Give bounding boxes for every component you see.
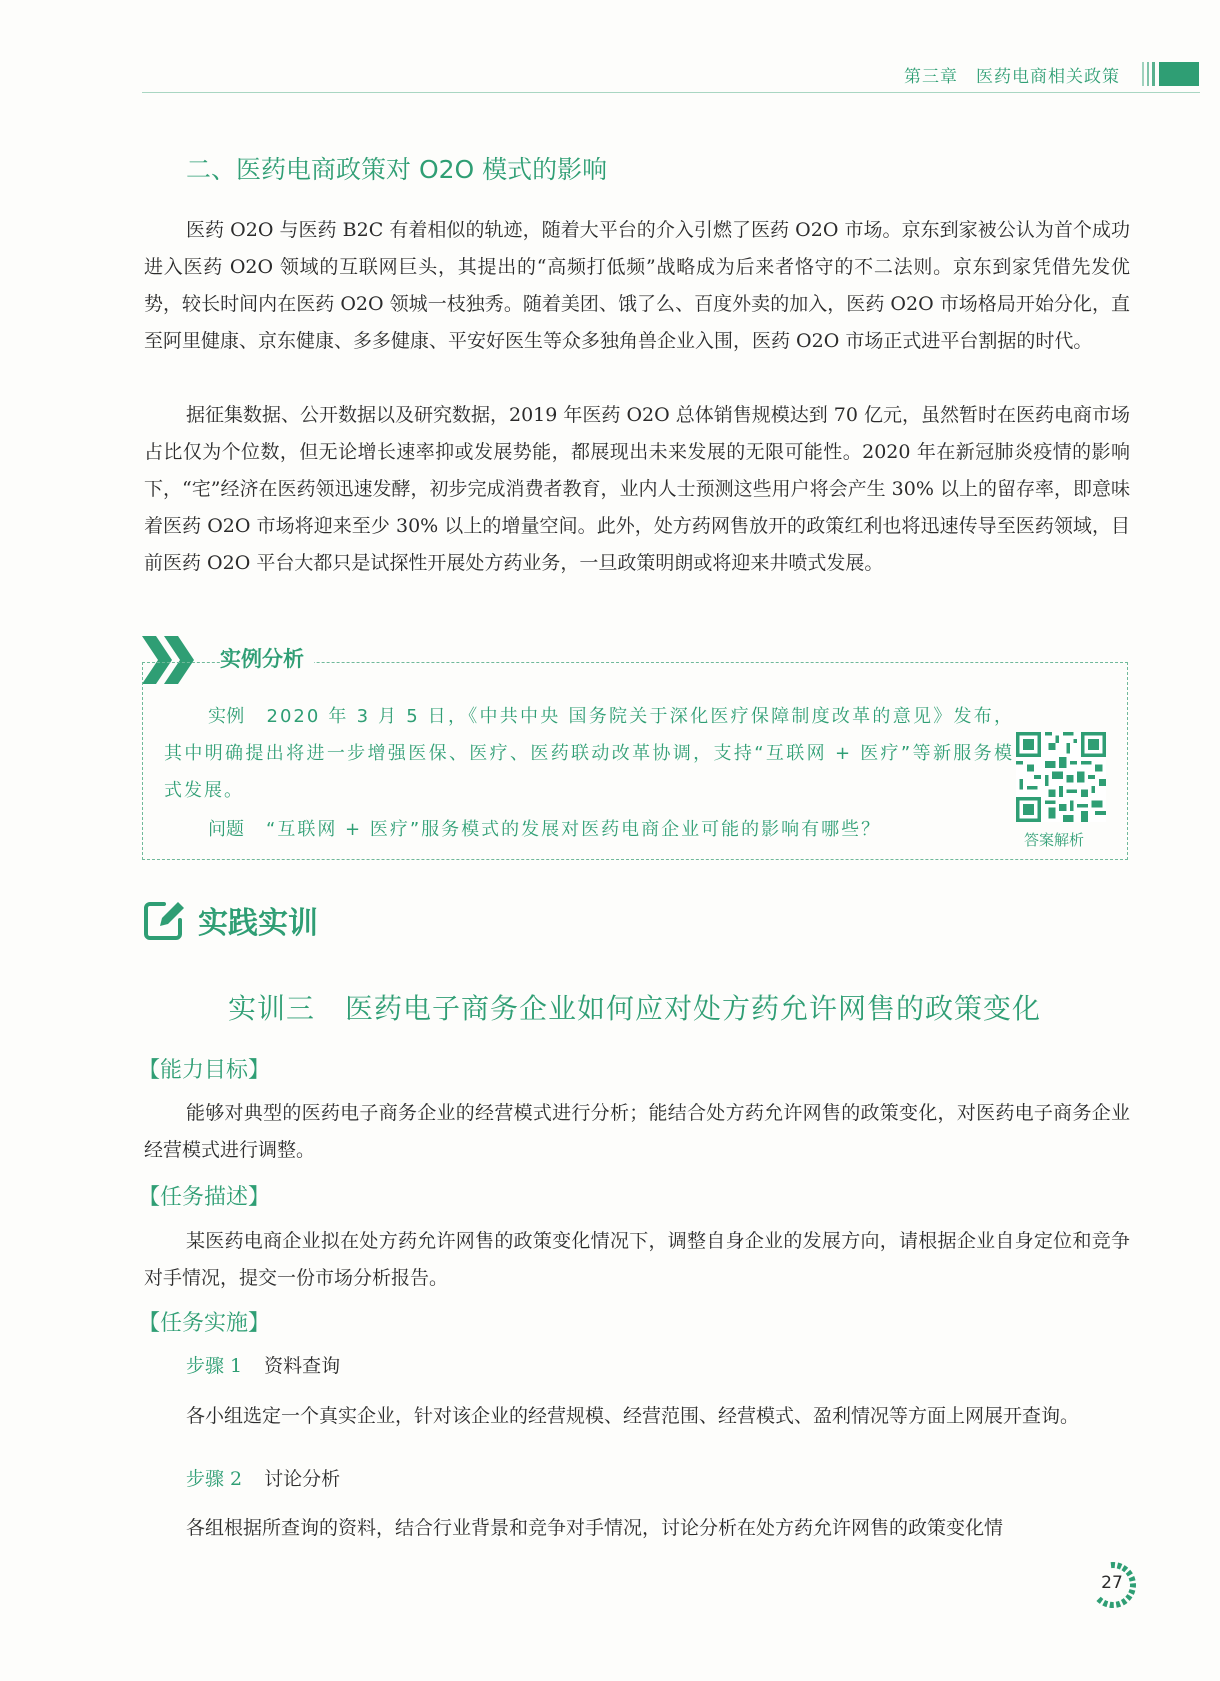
section-title: 二、医药电商政策对 O2O 模式的影响 xyxy=(186,155,608,184)
ability-goal-heading: 【能力目标】 xyxy=(138,1058,271,1083)
qr-code-icon[interactable] xyxy=(1016,732,1106,822)
question-text: “互联网 + 医疗”服务模式的发展对医药电商企业可能的影响有哪些？ xyxy=(266,819,882,840)
page-number: 27 xyxy=(1101,1573,1123,1593)
qr-caption: 答案解析 xyxy=(1024,831,1085,849)
edit-pencil-icon xyxy=(142,898,186,942)
paragraph: 医药 O2O 与医药 B2C 有着相似的轨迹，随着大平台的介入引燃了医药 O2O 市场。京东到家被公认为首个成功进入医药 O2O 领域的互联网巨头，其提出的“高频打低频”战略成为后来者恪守的不二法则。京东到家凭借先发优势，较长时间内在医药 O2O 领城一枝独秀。随着美团、饿了么、百度外卖的加入，医药 O2O 市场格局开始分化，直至阿里健康、京东健康、多多健康、平安好医生等众多独角兽企业入围，医药 O2O 市场正式进平台割据的时代。 xyxy=(144,219,1130,352)
chapter-number: 第三章 xyxy=(904,67,958,87)
chapter-title: 医药电商相关政策 xyxy=(976,67,1120,87)
step-text: 各小组选定一个真实企业，针对该企业的经营规模、经营范围、经营模式、盈利情况等方面上网展开查询。 xyxy=(186,1405,1080,1427)
example-text: 2020 年 3 月 5 日，《中共中央 国务院关于深化医疗保障制度改革的意见》发布，其中明确提出将进一步增强医保、医疗、医药联动改革协调，支持“互联网 + 医疗”等新服务模式发展。 xyxy=(164,706,1015,801)
running-head xyxy=(904,62,1120,87)
ability-goal-text: 能够对典型的医药电子商务企业的经营模式进行分析；能结合处方药允许网售的政策变化，对医药电子商务企业经营模式进行调整。 xyxy=(144,1102,1130,1161)
step-heading xyxy=(186,1351,340,1378)
step-title: 讨论分析 xyxy=(264,1468,341,1490)
case-question xyxy=(208,815,881,841)
step-text: 各组根据所查询的资料，结合行业背景和竞争对手情况，讨论分析在处方药允许网售的政策变化情 xyxy=(186,1517,1004,1539)
question-label: 问题 xyxy=(208,819,244,840)
task-description-heading: 【任务描述】 xyxy=(138,1185,271,1210)
case-example xyxy=(164,698,1014,809)
example-label: 实例 xyxy=(208,706,245,727)
case-analysis-label: 实例分析 xyxy=(220,643,314,673)
task-description-text: 某医药电商企业拟在处方药允许网售的政策变化情况下，调整自身企业的发展方向，请根据企业自身定位和竞争对手情况，提交一份市场分析报告。 xyxy=(144,1230,1130,1289)
training-number: 实训三 xyxy=(228,992,316,1025)
paragraph: 据征集数据、公开数据以及研究数据，2019 年医药 O2O 总体销售规模达到 70 亿元，虽然暂时在医药电商市场占比仅为个位数，但无论增长速率抑或发展势能，都展现出未来发展的无限可能性。2020 年在新冠肺炎疫情的影响下，“宅”经济在医药领迅速发酵，初步完成消费者教育，业内人士预测这些用户将会产生 30% 以上的留存率，即意味着医药 O2O 市场将迎来至少 30% 以上的增量空间。此外，处方药网售放开的政策红利也将迅速传导至医药领域，目前医药 O2O 平台大都只是试探性开展处方药业务，一旦政策明朗或将迎来井喷式发展。 xyxy=(144,404,1130,574)
step-title: 资料查询 xyxy=(264,1355,341,1377)
step-label: 步骤 2 xyxy=(186,1468,243,1490)
task-implementation-heading: 【任务实施】 xyxy=(138,1311,271,1336)
training-name: 医药电子商务企业如何应对处方药允许网售的政策变化 xyxy=(345,992,1042,1025)
header-rule xyxy=(142,92,1200,93)
step-label: 步骤 1 xyxy=(186,1355,243,1377)
practice-title: 实践实训 xyxy=(198,906,318,941)
training-title xyxy=(228,987,1041,1027)
step-heading xyxy=(186,1464,340,1491)
